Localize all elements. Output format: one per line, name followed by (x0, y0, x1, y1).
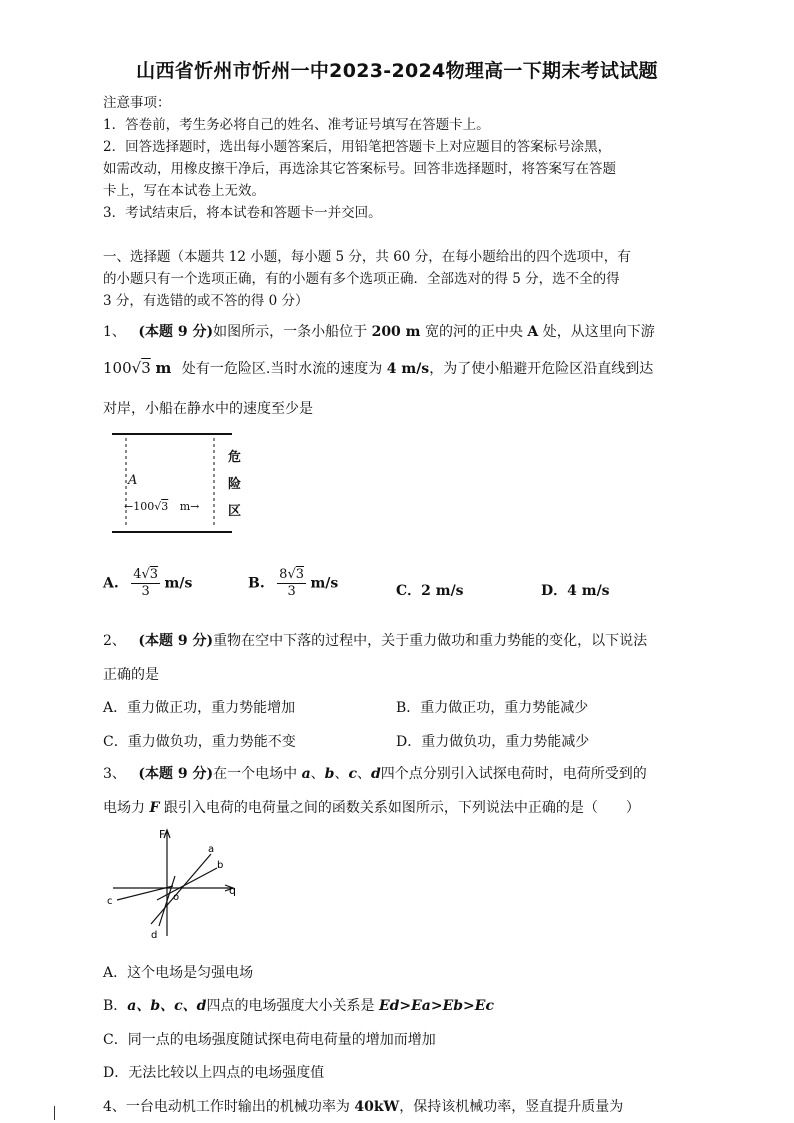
question-2-option-c[interactable]: C．重力做负功，重力势能不变 (103, 734, 296, 750)
point-b-label: b (217, 860, 224, 871)
line-b (157, 868, 217, 900)
q-axis-label: q (229, 884, 236, 897)
point-a-label: a (208, 844, 215, 855)
point-d-label: d (151, 930, 158, 941)
question-1-text-d: 处有一危险区.当时水流的速度为 (181, 361, 383, 377)
fig-danger-2: 险 (228, 477, 242, 492)
question-2-line-1: 2、 (本题 9 分)重物在空中下落的过程中，关于重力做功和重力势能的变化，以下说法 (103, 633, 648, 649)
question-2-option-d[interactable]: D．重力做负功，重力势能减少 (396, 734, 590, 750)
question-1-text-b: 宽的河的正中央 (424, 324, 523, 340)
question-1-text-a: 如图所示，一条小船位于 (213, 324, 368, 340)
notice-item-2-line-2: 如需改动，用橡皮擦干净后，再选涂其它答案标号。回答非选择题时，将答案写在答题 (103, 161, 616, 177)
question-3-line-2: 电场力 F 跟引入电荷的电荷量之间的函数关系如图所示，下列说法中正确的是（ ） (103, 800, 640, 816)
question-1-text-c: 处，从这里向下游 (542, 324, 655, 340)
margin-mark (54, 1106, 55, 1120)
question-1-score: (本题 9 分) (138, 324, 214, 340)
question-1-option-c[interactable]: C．2 m/s (396, 583, 464, 599)
fig-distance-label: ←100√3 m→ (124, 500, 200, 513)
question-3-option-c[interactable]: C．同一点的电场强度随试探电荷电荷量的增加而增加 (103, 1032, 436, 1048)
question-1-distance: 100√3 m (103, 359, 172, 377)
question-1-current-speed: 4 m/s (386, 361, 430, 377)
section-1-line-1: 一、选择题（本题共 12 小题，每小题 5 分，共 60 分，在每小题给出的四个选项中，有 (103, 249, 631, 265)
question-2-line-2: 正确的是 (103, 667, 159, 683)
f-axis-label: F (159, 828, 166, 841)
question-3-line-1: 3、 (本题 9 分)在一个电场中 a、b、c、d四个点分别引入试探电荷时，电荷所受到的 (103, 766, 647, 782)
section-1-line-3: 3 分，有选错的或不答的得 0 分） (103, 293, 309, 309)
question-1-option-b[interactable]: B. $\frac{8√3}{3}$ m/s (248, 567, 339, 599)
question-4-line-1: 4、一台电动机工作时输出的机械功率为 40kW，保持该机械功率，竖直提升质量为 (103, 1099, 624, 1115)
fig-danger-3: 区 (228, 504, 242, 519)
question-1-point: A (527, 324, 539, 340)
question-3-option-a[interactable]: A．这个电场是匀强电场 (103, 965, 254, 981)
question-1-option-d[interactable]: D．4 m/s (541, 583, 610, 599)
question-3-option-d[interactable]: D．无法比较以上四点的电场强度值 (103, 1065, 325, 1081)
question-2-option-b[interactable]: B．重力做正功，重力势能减少 (396, 700, 589, 716)
question-1-option-a[interactable]: A. $\frac{4√3}{3}$ m/s (103, 567, 193, 599)
question-1-line-2 (103, 358, 653, 378)
notice-heading: 注意事项： (103, 95, 171, 111)
question-1-line-1 (103, 321, 655, 341)
question-1-river-width: 200 m (371, 324, 421, 340)
page-title: 山西省忻州市忻州一中2023-2024物理高一下期末考试试题 (136, 60, 658, 82)
origin-label: o (173, 892, 180, 903)
notice-item-2-line-3: 卡上，写在本试卷上无效。 (103, 183, 265, 199)
question-1-text-e: ，为了使小船避开危险区沿直线到达 (429, 361, 654, 377)
field-force-graph (105, 826, 245, 942)
notice-item-3: 3．考试结束后，将本试卷和答题卡一并交回。 (103, 205, 382, 221)
notice-item-2-line-1: 2．回答选择题时，选出每小题答案后，用铅笔把答题卡上对应题目的答案标号涂黑， (103, 139, 612, 155)
question-2-option-a[interactable]: A．重力做正功，重力势能增加 (103, 700, 296, 716)
section-1-line-2: 的小题只有一个选项正确，有的小题有多个选项正确．全部选对的得 5 分，选不全的得 (103, 271, 620, 287)
question-1-number: 1、 (103, 324, 126, 340)
point-c-label: c (107, 896, 113, 907)
question-1-line-3: 对岸，小船在静水中的速度至少是 (103, 401, 313, 417)
question-3-option-b[interactable]: B．a、b、c、d四点的电场强度大小关系是 Ed>Ea>Eb>Ec (103, 998, 494, 1014)
fig-danger-1: 危 (228, 450, 242, 465)
notice-item-1: 1．答卷前，考生务必将自己的姓名、准考证号填写在答题卡上。 (103, 117, 490, 133)
fig-point-a-label: A (128, 473, 138, 488)
